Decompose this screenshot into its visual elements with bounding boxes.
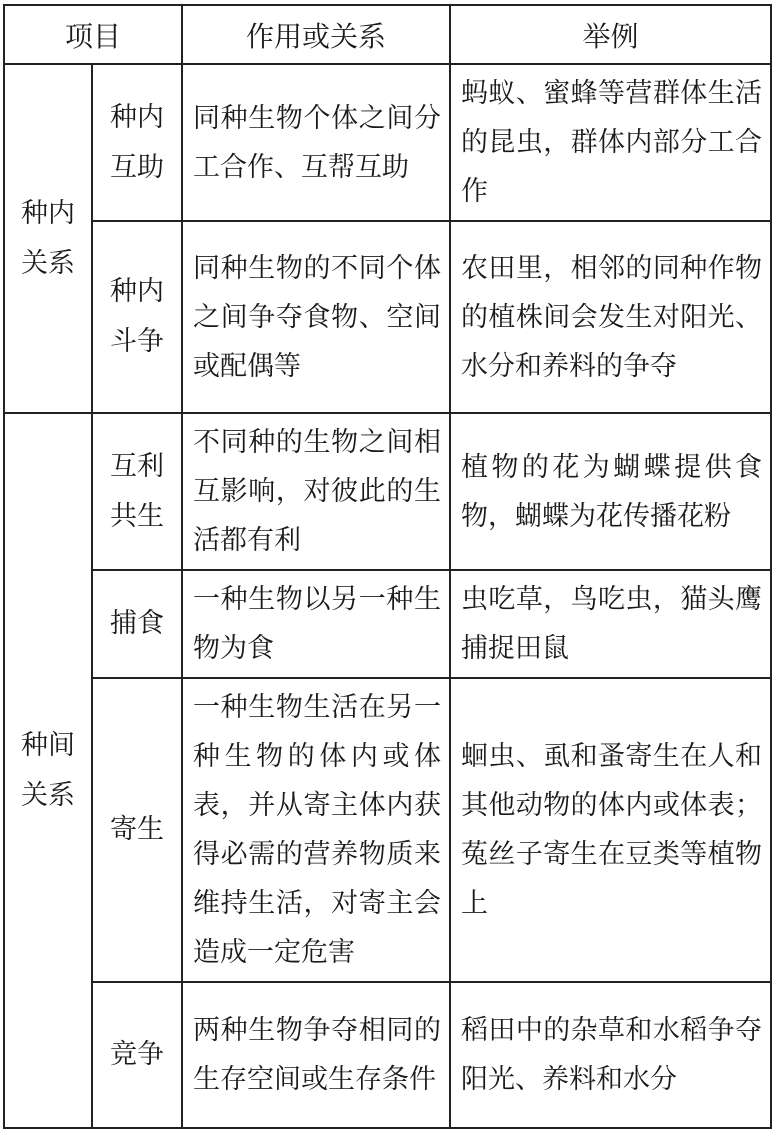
table-row	[4, 570, 771, 678]
group-label-line2: 关系	[21, 779, 75, 811]
table-row	[4, 678, 771, 982]
example-cell: 稻田中的杂草和水稻争夺阳光、养料和水分	[450, 982, 771, 1128]
row-name-line2: 互助	[110, 151, 164, 183]
row-name-parasitism: 寄生	[92, 678, 182, 982]
group-label-line1: 种内	[21, 197, 75, 229]
row-name-line1: 互利	[110, 450, 164, 482]
row-name-mutualism	[92, 413, 182, 570]
function-cell: 两种生物争夺相同的生存空间或生存条件	[182, 982, 450, 1128]
header-item: 项目	[4, 5, 182, 64]
table-row	[4, 221, 771, 413]
function-cell: 同种生物个体之间分工合作、互帮互助	[182, 64, 450, 221]
group-interspecific	[4, 413, 92, 1128]
example-cell: 农田里，相邻的同种作物的植株间会发生对阳光、水分和养料的争夺	[450, 221, 771, 413]
table-row	[4, 413, 771, 570]
row-name-competition: 竞争	[92, 982, 182, 1128]
row-name-line1: 种内	[110, 276, 164, 307]
function-cell: 同种生物的不同个体之间争夺食物、空间或配偶等	[182, 221, 450, 413]
example-cell: 虫吃草，鸟吃虫，猫头鹰捕捉田鼠	[450, 570, 771, 678]
example-cell: 植物的花为蝴蝶提供食物，蝴蝶为花传播花粉	[450, 413, 771, 570]
row-name-mutual-aid	[92, 64, 182, 221]
group-label-line1: 种间	[21, 729, 75, 761]
function-cell: 不同种的生物之间相互影响，对彼此的生活都有利	[182, 413, 450, 570]
table-row	[4, 64, 771, 221]
row-name-line2: 共生	[110, 500, 164, 532]
group-intraspecific	[4, 64, 92, 413]
header-function: 作用或关系	[182, 5, 450, 64]
row-name-struggle	[92, 221, 182, 413]
function-cell: 一种生物以另一种生物为食	[182, 570, 450, 678]
header-row	[4, 5, 771, 64]
example-cell: 蚂蚁、蜜蜂等营群体生活的昆虫，群体内部分工合作	[450, 64, 771, 221]
biology-relations-table	[3, 4, 772, 1129]
table-row	[4, 982, 771, 1128]
function-cell: 一种生物生活在另一种生物的体内或体表，并从寄主体内获得必需的营养物质来维持生活，对寄主会造成一定危害	[182, 678, 450, 982]
row-name-predation: 捕食	[92, 570, 182, 678]
row-name-line2: 斗争	[110, 326, 164, 357]
example-cell: 蛔虫、虱和蚤寄生在人和其他动物的体内或体表；菟丝子寄生在豆类等植物上	[450, 678, 771, 982]
header-example: 举例	[450, 5, 771, 64]
group-label-line2: 关系	[21, 247, 75, 279]
row-name-line1: 种内	[110, 101, 164, 133]
